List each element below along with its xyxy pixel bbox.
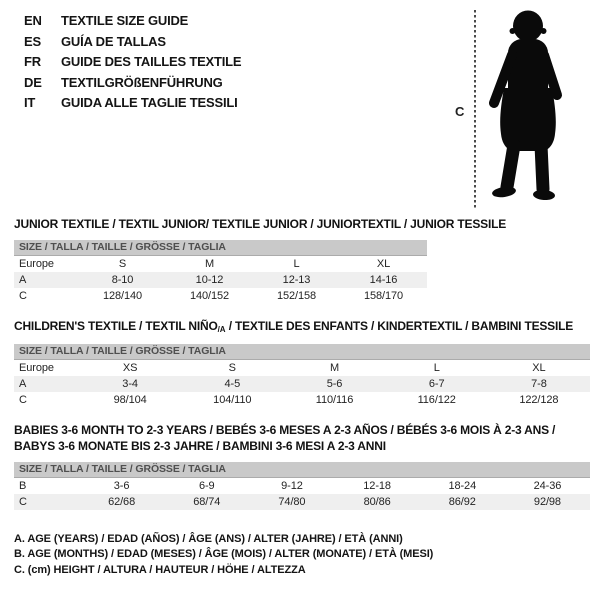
row-label: B [19,480,27,492]
language-row-it [24,93,241,114]
table-cell: 92/98 [533,496,561,508]
babies-row-height [14,494,590,510]
size-col-header: XS [122,362,138,374]
language-title: TEXTILE SIZE GUIDE [61,13,189,28]
row-label: C [19,290,27,302]
children-section-title [14,319,573,334]
language-code: IT [24,95,36,110]
table-cell: 10-12 [195,274,224,286]
region-label: Europe [19,258,54,270]
table-cell: 12-13 [282,274,311,286]
note-age-years: A. AGE (YEARS) / EDAD (AÑOS) / ÂGE (ANS) / ALTER (JAHRE) / ETÀ (ANNI) [14,533,403,545]
table-cell: 68/74 [193,496,221,508]
table-cell: 86/92 [448,496,476,508]
table-cell: 5-6 [326,378,343,390]
note-age-months: B. AGE (MONTHS) / EDAD (MESES) / ÂGE (MOIS) / ALTER (MONATE) / ETÀ (MESI) [14,548,434,561]
junior-row-age [14,272,427,288]
size-col-header: L [293,258,300,270]
language-row-de [24,73,241,94]
language-row-es [24,32,241,53]
height-dashed-line [474,10,476,208]
children-title-part1: CHILDREN'S TEXTILE / TEXTIL NIÑO [14,319,218,333]
table-cell: 7-8 [531,378,547,390]
table-cell: 110/116 [315,394,354,406]
row-label: A [19,378,27,390]
table-cell: 104/110 [213,394,252,406]
language-title: GUIDE DES TAILLES TEXTILE [61,54,242,69]
table-cell: 24-36 [533,480,562,492]
size-header-bar: SIZE / TALLA / TAILLE / GRÖSSE / TAGLIA [14,240,427,256]
language-title: TEXTILGRÖßENFÜHRUNG [61,74,223,90]
children-row-height [14,392,590,408]
table-cell: 122/128 [519,394,559,406]
table-cell: 9-12 [281,480,303,492]
table-cell: 158/170 [363,290,404,302]
children-sizes-row [14,360,590,376]
table-cell: 6-7 [428,378,445,390]
table-cell: 116/122 [417,394,456,406]
children-title-subscript: /A [217,325,226,334]
language-code: EN [24,13,42,28]
babies-title-line1: BABIES 3-6 MONTH TO 2-3 YEARS / BEBÉS 3-6 MESES A 2-3 AÑOS / BÉBÉS 3-6 MOIS À 2-3 ANS / [14,423,556,437]
size-header-bar: SIZE / TALLA / TAILLE / GRÖSSE / TAGLIA [14,344,590,360]
size-header-bar: SIZE / TALLA / TAILLE / GRÖSSE / TAGLIA [14,462,590,478]
language-row-en [24,11,241,32]
table-cell: 14-16 [369,274,398,286]
table-cell: 6-9 [198,480,215,492]
junior-section-title: JUNIOR TEXTILE / TEXTIL JUNIOR/ TEXTILE JUNIOR / JUNIORTEXTIL / JUNIOR TESSILE [14,217,507,231]
size-col-header: S [228,362,236,374]
table-cell: 74/80 [278,496,306,508]
junior-sizes-row [14,256,427,272]
size-col-header: S [118,258,127,270]
junior-row-height [14,288,427,304]
footnotes [14,532,433,578]
table-cell: 12-18 [363,480,391,492]
language-title: GUÍA DE TALLAS [61,33,166,49]
language-code: DE [24,74,42,90]
height-marker-label: C [455,104,465,119]
table-cell: 3-6 [113,480,130,492]
size-col-header: XL [376,258,391,270]
children-size-table [14,344,590,408]
row-label: A [19,274,27,286]
children-title-part2: / TEXTILE DES ENFANTS / KINDERTEXTIL / BAMBINI TESSILE [225,319,574,333]
table-cell: 80/86 [363,496,391,508]
size-col-header: M [329,362,340,374]
size-col-header: L [433,362,440,374]
language-row-fr [24,52,241,73]
region-label: Europe [19,362,54,374]
table-cell: 98/104 [113,394,147,406]
row-label: C [19,394,27,406]
table-cell: 8-10 [111,274,134,286]
baby-silhouette-icon [482,8,572,206]
size-col-header: XL [532,362,546,374]
row-label: C [19,496,27,508]
note-height: C. (cm) HEIGHT / ALTURA / HAUTEUR / HÖHE / ALTEZZA [14,563,306,576]
children-row-age [14,376,590,392]
size-col-header: M [204,258,215,270]
table-cell: 152/158 [276,290,317,302]
language-code: ES [24,33,41,49]
babies-title-line2: BABYS 3-6 MONATE BIS 2-3 JAHRE / BAMBINI 3-6 MESI A 2-3 ANNI [14,439,386,453]
language-title: GUIDA ALLE TAGLIE TESSILI [61,95,238,110]
babies-size-table [14,462,590,510]
table-cell: 4-5 [224,378,241,390]
babies-section-title [14,422,590,454]
table-cell: 128/140 [102,290,143,302]
junior-size-table [14,240,427,304]
table-cell: 62/68 [108,496,136,508]
table-cell: 140/152 [189,290,230,302]
language-list [24,11,241,114]
babies-row-months [14,478,590,494]
table-cell: 18-24 [448,480,477,492]
table-cell: 3-4 [122,378,138,390]
language-code: FR [24,54,41,69]
